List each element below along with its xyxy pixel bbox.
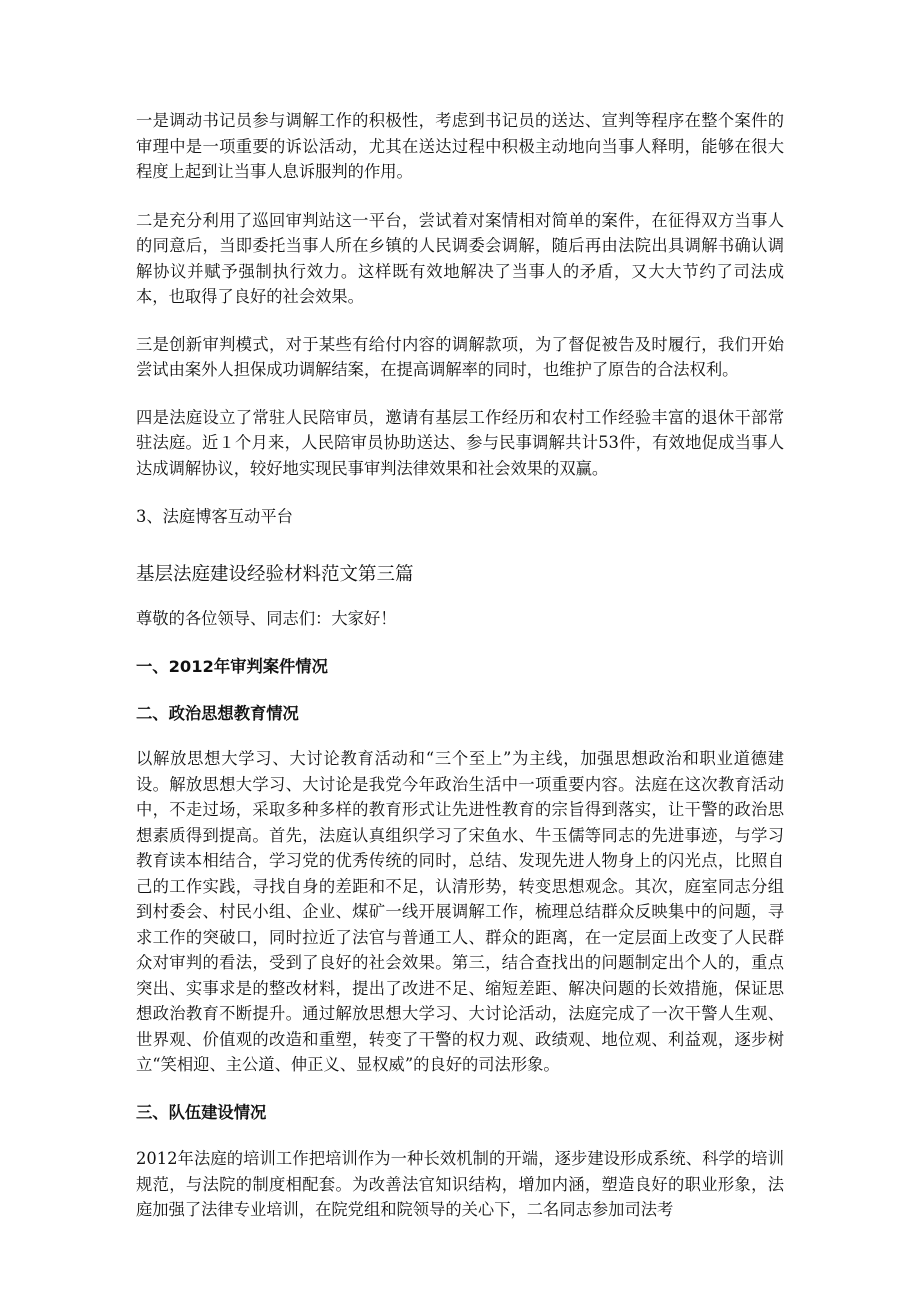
section-title: 基层法庭建设经验材料范文第三篇 — [136, 563, 414, 585]
heading-politics: 二、政治思想教育情况 — [136, 703, 299, 723]
greeting: 尊敬的各位领导、同志们：大家好！ — [136, 608, 397, 628]
paragraph-circuit-trial: 二是充分利用了巡回审判站这一平台，尝试着对案情相对简单的案件，在征得双方当事人的同意后，当即委托当事人所在乡镇的人民调委会调解，随后再由法院出具调解书确认调解协议并赋予强制执行效力。这样既有效地解决了当事人的矛盾，又大大节约了司法成本，也取得了良好的社会效果。 — [136, 210, 784, 306]
paragraph-team: 2012年法庭的培训工作把培训作为一种长效机制的开端，逐步建设形成系统、科学的培训规范，与法院的制度相配套。为改善法官知识结构，增加内涵，塑造良好的职业形象，法庭加强了法律专业培训，在院党组和院领导的关心下，二名同志参加司法考 — [136, 1149, 784, 1219]
paragraph-people-assessor: 四是法庭设立了常驻人民陪审员，邀请有基层工作经历和农村工作经验丰富的退休干部常驻法庭。近１个月来，人民陪审员协助送达、参与民事调解共计53件，有效地促成当事人达成调解协议，较好地实现民事审判法律效果和社会效果的双赢。 — [136, 407, 784, 478]
heading-team: 三、队伍建设情况 — [136, 1102, 267, 1122]
paragraph-trial-mode: 三是创新审判模式，对于某些有给付内容的调解款项，为了督促被告及时履行，我们开始尝试由案外人担保成功调解结案，在提高调解率的同时，也维护了原告的合法权利。 — [136, 334, 784, 379]
paragraph-politics: 以解放思想大学习、大讨论教育活动和“三个至上”为主线，加强思想政治和职业道德建设。解放思想大学习、大讨论是我党今年政治生活中一项重要内容。法庭在这次教育活动中，不走过场，采取多种多样的教育形式让先进性教育的宗旨得到落实，让干警的政治思想素质得到提高。首先，法庭认真组织学习了宋鱼水、牛玉儒等同志的先进事迹，与学习教育读本相结合，学习党的优秀传统的同时，总结、发现先进人物身上的闪光点，比照自己的工作实践，寻找自身的差距和不足，认清形势，转变思想观念。其次，庭室同志分组到村委会、村民小组、企业、煤矿一线开展调解工作，梳理总结群众反映集中的问题，寻求工作的突破口，同时拉近了法官与普通工人、群众的距离，在一定层面上改变了人民群众对审判的看法，受到了良好的社会效果。第三，结合查找出的问题制定出个人的，重点突出、实事求是的整改材料，提出了改进不足、缩短差距、解决问题的长效措施，保证思想政治教育不断提升。通过解放思想大学习、大讨论活动，法庭完成了一次干警人生观、世界观、价值观的改造和重塑，转变了干警的权力观、政绩观、地位观、利益观，逐步树立“笑相迎、主公道、伸正义、显权威”的良好的司法形象。 — [136, 749, 784, 1074]
list-item-blog-platform: 3、法庭博客互动平台 — [136, 507, 293, 526]
document-page — [136, 108, 784, 1223]
heading-cases: 一、2012年审判案件情况 — [136, 657, 328, 676]
paragraph-clerk-mediation: 一是调动书记员参与调解工作的积极性，考虑到书记员的送达、宣判等程序在整个案件的审理中是一项重要的诉讼活动，尤其在送达过程中积极主动地向当事人释明，能够在很大程度上起到让当事人息诉服判的作用。 — [136, 111, 784, 181]
